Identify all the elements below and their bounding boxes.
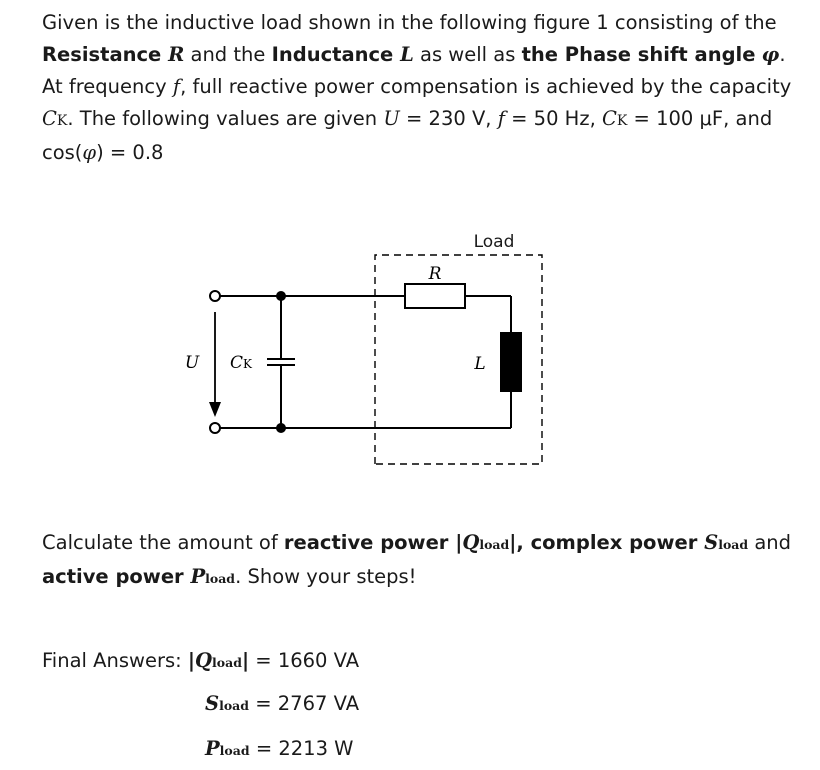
terminal-top: [210, 291, 220, 301]
answers-label: Final Answers:: [42, 649, 188, 672]
text: Given is the inductive load shown in the following figure 1 consisting of the: [42, 11, 777, 34]
answer-active-power: [205, 735, 353, 765]
active-power-label: active power: [42, 565, 191, 588]
capacity-subscript: K: [616, 113, 628, 129]
frequency-symbol: f: [497, 107, 505, 130]
capacity-value: = 100 μF, and cos(: [42, 107, 773, 164]
resistance-symbol: R: [168, 43, 185, 66]
q-subscript: load: [479, 537, 510, 552]
text: . Show your steps!: [235, 565, 417, 588]
complex-power-label: |, complex power: [509, 531, 705, 554]
p-value: = 2213 W: [255, 737, 354, 760]
cos-value: ) = 0.8: [96, 141, 164, 164]
inductance-label: Inductance: [271, 43, 401, 66]
capacity-symbol: C: [42, 107, 57, 130]
load-label: Load: [473, 232, 515, 252]
q-symbol: Q: [195, 649, 213, 672]
text: Calculate the amount of: [42, 531, 284, 554]
inductor: [500, 332, 522, 392]
problem-statement: [42, 7, 802, 169]
s-symbol: S: [704, 531, 719, 554]
answer-complex-power: [205, 690, 359, 720]
phase-symbol: φ: [82, 141, 97, 164]
resistance-label: Resistance: [42, 43, 169, 66]
s-value: = 2767 VA: [255, 692, 360, 715]
text: and: [748, 531, 792, 554]
capacity-label: [230, 353, 253, 373]
capacity-subscript: K: [56, 113, 68, 129]
text: as well as: [413, 43, 522, 66]
frequency-symbol: f: [172, 75, 181, 98]
answer-reactive-power: [42, 647, 359, 677]
junction-top: [276, 291, 286, 301]
p-subscript: load: [219, 743, 250, 758]
p-symbol: P: [190, 565, 206, 588]
phase-symbol: φ: [761, 43, 780, 66]
q-symbol: Q: [462, 531, 480, 554]
capacity-label-k: K: [243, 357, 252, 371]
frequency-value: = 50 Hz,: [504, 107, 602, 130]
text: and the: [184, 43, 272, 66]
terminal-bottom: [210, 423, 220, 433]
q-subscript: load: [212, 655, 242, 670]
s-subscript: load: [718, 537, 749, 552]
p-symbol: P: [205, 737, 220, 760]
abs-close: |: [241, 649, 250, 672]
circuit-figure: [160, 222, 560, 467]
voltage-value: = 230 V,: [399, 107, 498, 130]
phase-label: the Phase shift angle: [521, 43, 756, 66]
capacity-symbol: C: [601, 107, 617, 130]
s-subscript: load: [219, 698, 250, 713]
text: . The following values are given: [67, 107, 384, 130]
inductor-label: L: [474, 354, 486, 374]
task-statement: [42, 527, 802, 595]
q-value: = 1660 VA: [249, 649, 360, 672]
text: . At frequency: [42, 43, 786, 98]
p-subscript: load: [205, 571, 236, 586]
voltage-label: U: [184, 353, 200, 373]
abs-open: |: [187, 649, 196, 672]
resistor: [405, 284, 465, 308]
junction-bottom: [276, 423, 286, 433]
reactive-power-label: reactive power |: [283, 531, 463, 554]
voltage-symbol: U: [383, 107, 400, 130]
inductance-symbol: L: [400, 43, 414, 66]
resistor-label: R: [428, 264, 442, 284]
capacity-label-c: C: [230, 353, 244, 373]
voltage-arrowhead: [209, 402, 221, 417]
text: , full reactive power compensation is achieved by the capacity: [180, 75, 792, 98]
s-symbol: S: [205, 692, 220, 715]
